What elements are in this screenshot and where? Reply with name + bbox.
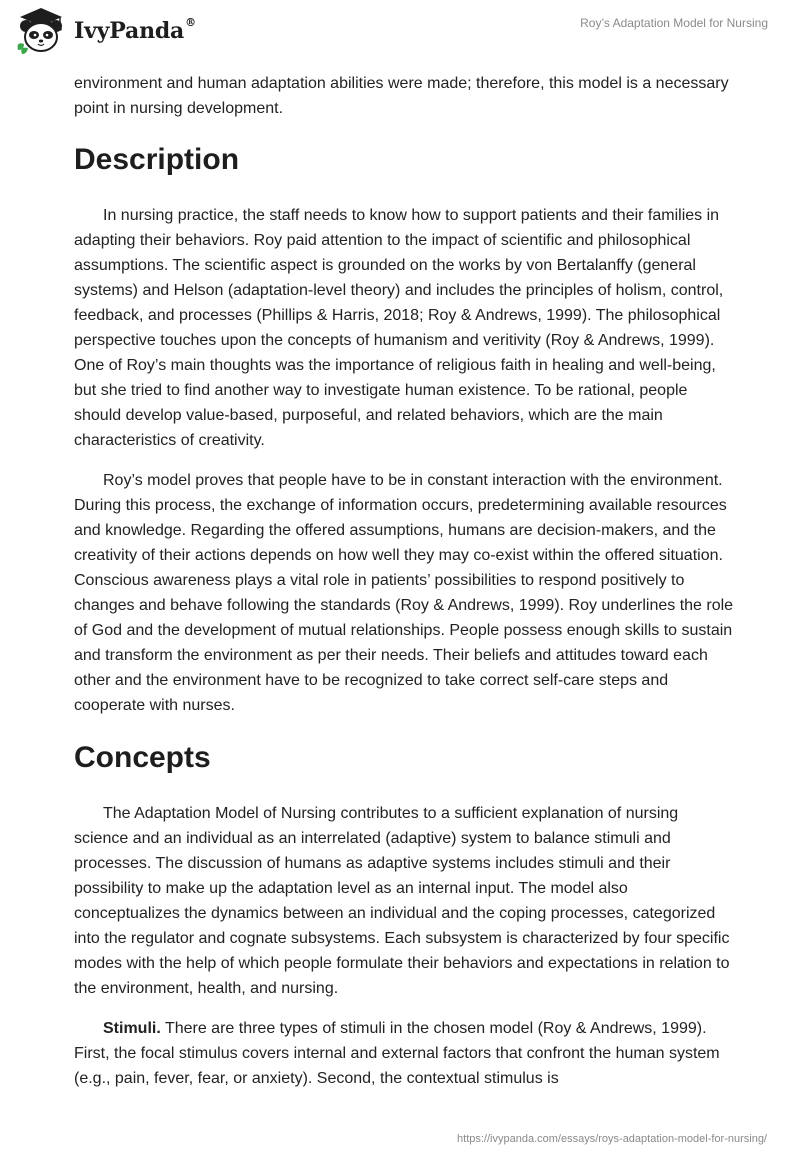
description-paragraph-2: Roy’s model proves that people have to be in constant interaction with the environment. During this process, the exchange of information occurs, predetermining available resources and knowledge. Regarding the offered assumptions, humans are decision-makers, and the creativity of their actions depends on how well they may co-exist within the offered situation. Conscious awareness plays a vital role in patients’ possibilities to respond positively to changes and behave following the standards (Roy & Andrews, 1999). Roy underlines the role of God and the development of mutual relationships. People possess enough skills to sustain and transform the environment as per their needs. Their beliefs and attitudes toward each other and the environment have to be recognized to take correct self-care steps and cooperate with nurses.: [74, 472, 734, 714]
stimuli-paragraph: [74, 1016, 734, 1091]
description-paragraph-1: In nursing practice, the staff needs to know how to support patients and their families in adapting their behaviors. Roy paid attention to the impact of scientific and philosophical assumptions. The scientific aspect is grounded on the works by von Bertalanffy (general systems) and Helson (adaptation-level theory) and includes the principles of holism, control, feedback, and processes (Phillips & Harris, 2018; Roy & Andrews, 1999). The philosophical perspective touches upon the concepts of humanism and veritivity (Roy & Andrews, 1999). One of Roy’s main thoughts was the importance of religious faith in healing and well-being, but she tried to find another way to investigate human existence. To be rational, people should develop value-based, purposeful, and related behaviors, which are the main characteristics of creativity.: [74, 207, 724, 449]
registered-mark: ®: [185, 16, 196, 29]
section-heading-concepts: Concepts: [74, 741, 211, 774]
stimuli-label: Stimuli.: [103, 1020, 161, 1037]
stimuli-text: There are three types of stimuli in the chosen model (Roy & Andrews, 1999). First, the focal stimulus covers internal and external factors that confront the human system (e.g., pain, fever, fear, or anxiety). Second, the contextual stimulus is: [74, 1020, 720, 1087]
source-url[interactable]: https://ivypanda.com/essays/roys-adaptation-model-for-nursing/: [457, 1133, 767, 1145]
ivypanda-logo[interactable]: [14, 6, 196, 56]
article-body: [74, 71, 734, 1091]
panda-mascot-icon: [14, 6, 68, 56]
page-header: [0, 0, 800, 64]
intro-paragraph: environment and human adaptation abilities were made; therefore, this model is a necessary point in nursing development.: [74, 75, 729, 117]
running-title: Roy’s Adaptation Model for Nursing: [580, 16, 768, 30]
brand-name: IvyPanda®: [74, 16, 196, 44]
concepts-paragraph-1: The Adaptation Model of Nursing contributes to a sufficient explanation of nursing science and an individual as an interrelated (adaptive) system to balance stimuli and processes. The discussion of humans as adaptive systems includes stimuli and their possibility to make up the adaptation level as an internal input. The model also conceptualizes the dynamics between an individual and the coping processes, categorized into the regulator and cognate subsystems. Each subsystem is characterized by four specific modes with the help of which people formulate their behaviors and expectations in relation to the environment, health, and nursing.: [74, 805, 730, 997]
section-heading-description: Description: [74, 143, 240, 176]
